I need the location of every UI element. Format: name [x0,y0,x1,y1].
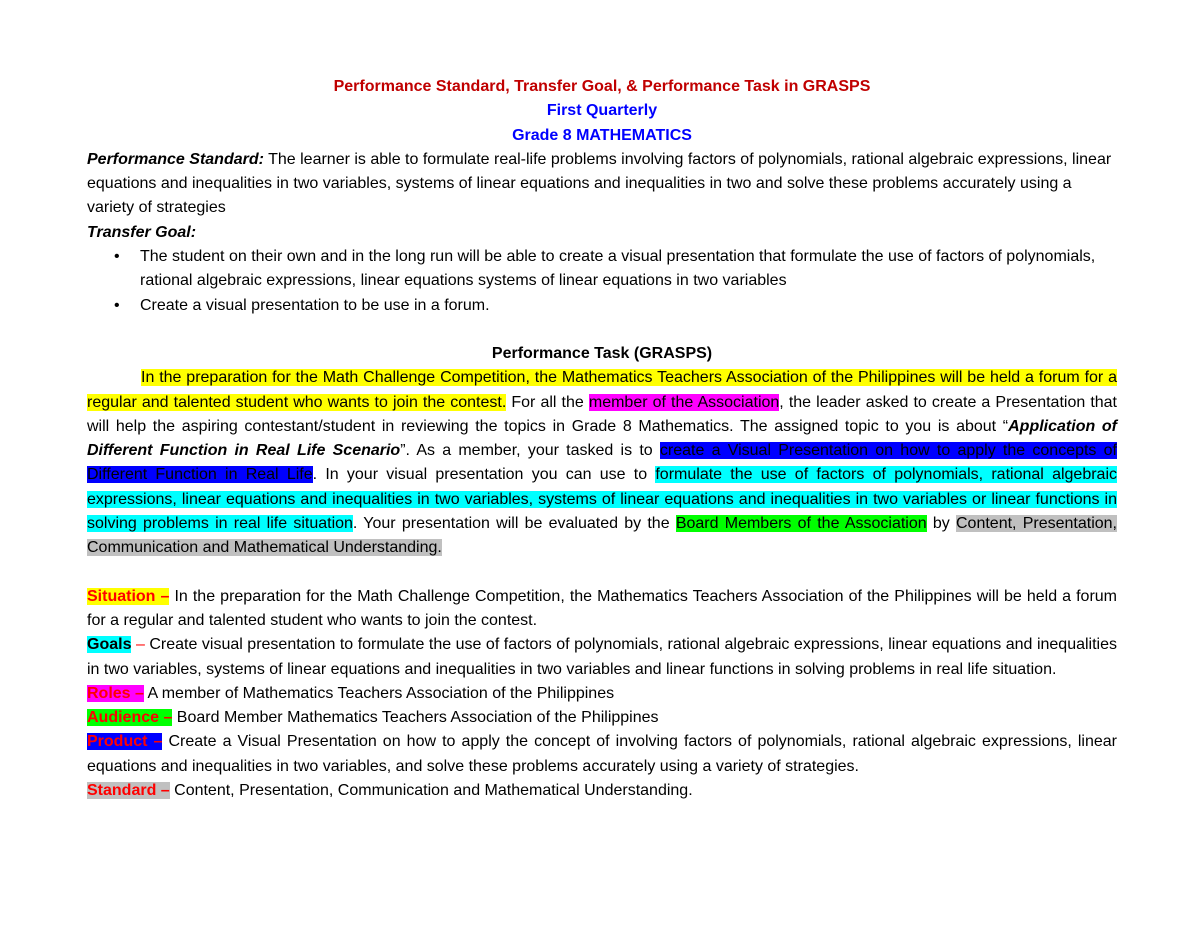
quarter-heading: First Quarterly [546,102,658,120]
product-paragraph [87,730,1117,779]
highlight-green-text: Board Members of the Association [675,515,927,533]
product-label: Product – [87,733,163,751]
goals-label: Goals [87,636,132,654]
highlight-cyan-text: formulate the use of factors of polynomials, rational algebraic expressions, linear equations and inequalities in two variables, systems of linear equations and inequalities in two variables or linear functions in solving problems in real life situation [87,466,1117,533]
roles-paragraph [87,682,1117,706]
task-text: by [926,515,956,533]
situation-paragraph [87,585,1117,634]
list-item [114,245,1117,294]
document-title: Performance Standard, Transfer Goal, & Performance Task in GRASPS [333,78,871,95]
standard-paragraph [87,779,1117,803]
performance-task-heading: Performance Task (GRASPS) [491,344,713,362]
audience-paragraph [87,706,1117,730]
audience-text: Board Member Mathematics Teachers Association of the Philippines [172,709,659,727]
transfer-goal-label: Transfer Goal: [87,223,197,241]
situation-text: In the preparation for the Math Challenge Competition, the Mathematics Teachers Association of the Philippines will be held a forum for a regular and talented student who wants to join the contest. [87,587,1118,629]
situation-label: Situation – [87,587,170,605]
transfer-goal-item-text: Create a visual presentation to be use in a forum. [140,296,490,314]
document-page [87,75,1117,803]
task-text: , the leader asked to create a Presentation that will help the aspiring contestant/student in reviewing the topics in Grade 8 Mathematics. The assigned topic to you is about “ [87,393,1118,435]
bullet-icon: • [114,248,120,266]
grade-heading: Grade 8 MATHEMATICS [512,126,692,144]
highlight-gray-text: Content, Presentation, Communication and Mathematical Understanding. [87,515,1117,557]
performance-standard-paragraph [87,148,1117,221]
task-text: . Your presentation will be evaluated by the [352,515,676,533]
goals-paragraph [87,633,1117,682]
audience-label: Audience – [87,709,173,727]
assigned-topic: Application of Different Function in Real Life Scenario [87,417,1118,460]
highlight-yellow-text: In the preparation for the Math Challenge Competition, the Mathematics Teachers Association of the Philippines will be held a forum for a regular and talented student who wants to join the contest. [87,369,1117,411]
goals-text: Create visual presentation to formulate the use of factors of polynomials, rational algebraic expressions, linear equations and inequalities in two variables, systems of linear equations and inequalities in two variables and linear functions in solving problems in real life situation. [87,636,1118,678]
roles-text: A member of Mathematics Teachers Association of the Philippines [143,684,615,702]
highlight-magenta-text: member of the Association [588,393,780,411]
task-text: ”. As a member, your tasked is to [400,442,660,460]
performance-standard-label: Performance Standard: [87,150,264,168]
list-item [114,294,1117,318]
performance-standard-text: The learner is able to formulate real-life problems involving factors of polynomials, rational algebraic expressions, linear equations and inequalities in two variables, systems of linear equations and inequalities in two and solve these problems accurately using a variety of strategies [87,150,1112,217]
bullet-icon: • [114,296,120,314]
standard-label: Standard – [87,782,170,800]
transfer-goal-list [87,245,1117,318]
roles-label: Roles – [87,684,144,702]
goals-dash: – [131,636,145,654]
task-text: For all the [506,393,589,411]
task-text: . In your visual presentation you can use to [312,466,656,484]
standard-text: Content, Presentation, Communication and Mathematical Understanding. [169,782,693,800]
transfer-goal-item-text: The student on their own and in the long run will be able to create a visual presentation that formulate the use of factors of polynomials, rational algebraic expressions, linear equations systems of linear equations in two variables [140,248,1096,290]
highlight-blue-text: create a Visual Presentation on how to apply the concepts of Different Function in Real Life [87,442,1118,484]
product-text: Create a Visual Presentation on how to apply the concept of involving factors of polynomials, rational algebraic expressions, linear equations and inequalities in two variables, and solve these problems accurately using a variety of strategies. [87,733,1118,775]
performance-task-paragraph [87,366,1117,560]
